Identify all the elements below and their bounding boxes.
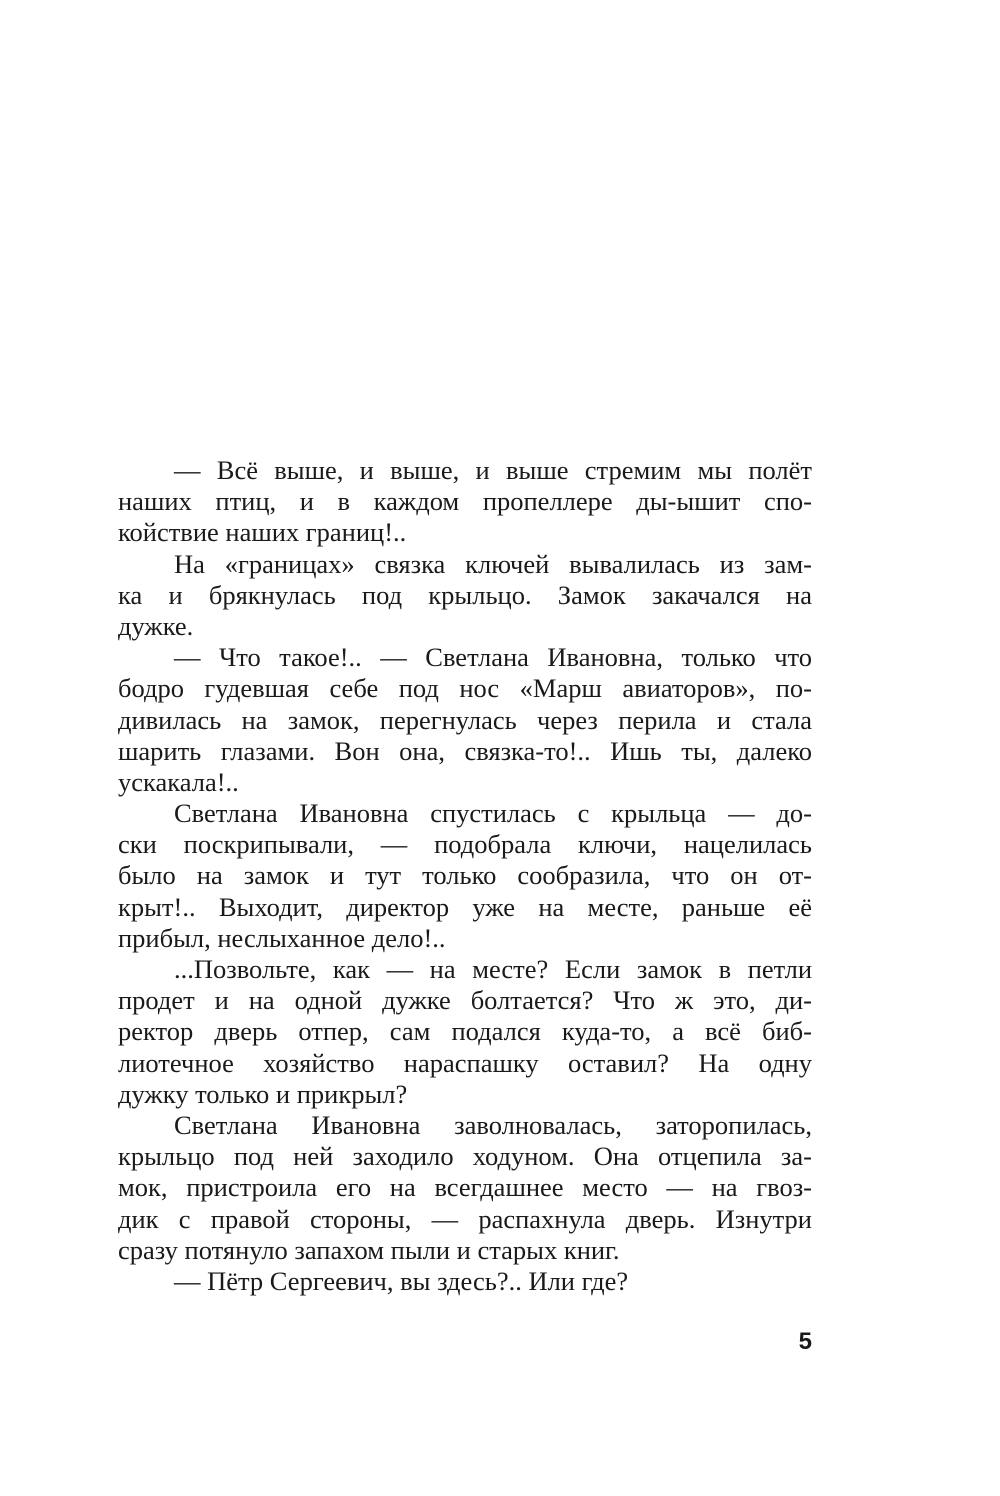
text-line: мок, пристроила его на всегдашнее место — на гвоз- [118,1172,812,1203]
text-line: — Пётр Сергеевич, вы здесь?.. Или где? [174,1265,629,1296]
text-line: крыльцо под ней заходило ходуном. Она отцепила за- [118,1141,812,1172]
text-line: Светлана Ивановна заволновалась, заторопилась, [174,1109,812,1140]
text-line: На «границах» связка ключей вывалилась из зам- [174,548,812,579]
text-line: — Всё выше, и выше, и выше стремим мы полёт [174,455,812,485]
text-line: ...Позвольте, как — на месте? Если замок в петли [174,954,812,984]
text-line: дивилась на замок, перегнулась через перила и стала [118,704,812,735]
text-line: дик с правой стороны, — распахнула дверь. Изнутри [118,1203,812,1234]
body-text [118,455,812,1297]
text-line: наших птиц, и в каждом пропеллере ды-ышит спо- [118,486,812,517]
text-line: дужке. [118,610,194,641]
text-line: бодро гудевшая себе под нос «Марш авиаторов», по- [118,673,812,704]
text-line: прибыл, неслыханное дело!.. [118,922,446,953]
text-line: было на замок и тут только сообразила, что он от- [118,860,812,891]
text-line: продет и на одной дужке болтается? Что ж это, ди- [118,985,812,1016]
text-line: ускакала!.. [118,766,239,797]
text-line: ски поскрипывали, — подобрала ключи, нацелилась [118,829,812,860]
text-line: Светлана Ивановна спустилась с крыльца — до- [174,798,812,829]
text-line: шарить глазами. Вон она, связка-то!.. Ишь ты, далеко [118,735,812,766]
text-line: ректор дверь отпер, сам подался куда-то, а всё биб- [118,1016,812,1047]
text-line: ка и брякнулась под крыльцо. Замок закачался на [118,579,812,610]
text-line: дужку только и прикрыл? [118,1078,408,1109]
text-line: койствие наших границ!.. [118,517,407,548]
page-number: 5 [798,1328,812,1355]
text-line: крыт!.. Выходит, директор уже на месте, раньше её [118,891,812,922]
text-line: — Что такое!.. — Светлана Ивановна, только что [174,642,812,673]
text-line: сразу потянуло запахом пыли и старых книг. [118,1234,620,1265]
text-line: лиотечное хозяйство нараспашку оставил? На одну [118,1047,812,1078]
